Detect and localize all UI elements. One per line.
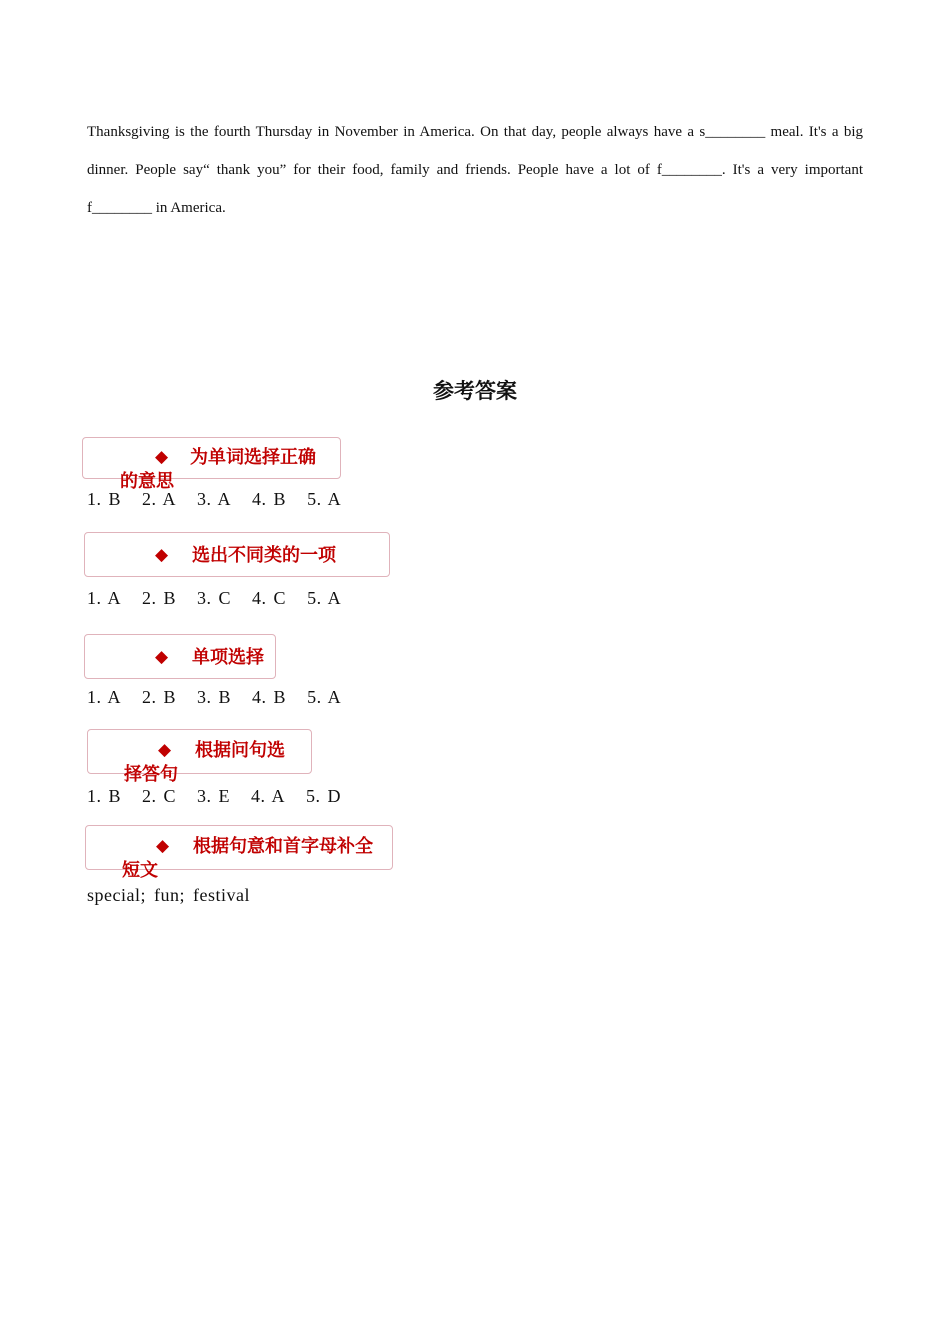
section-header-word-meaning: [82, 437, 341, 492]
section-label: 根据句意和首字母补全短文: [122, 836, 373, 881]
reading-passage: [87, 113, 863, 227]
answer-item: 4. C: [252, 588, 287, 608]
answer-item: 5. A: [307, 588, 342, 608]
section-header-single-choice: [84, 634, 276, 679]
answer-item: 5. A: [307, 489, 342, 509]
answer-row: [87, 588, 355, 609]
answer-item: 3. B: [197, 687, 232, 707]
answer-item: 3. E: [197, 786, 231, 806]
answer-item: 4. B: [252, 489, 287, 509]
answer-item: 3. A: [197, 489, 232, 509]
answer-text: special; fun; festival: [87, 885, 250, 905]
diamond-icon: ◆: [158, 740, 172, 760]
answer-item: 1. B: [87, 786, 122, 806]
answer-item: 1. A: [87, 588, 122, 608]
section-label: 为单词选择正确的意思: [120, 447, 316, 492]
answer-item: 2. B: [142, 687, 177, 707]
answer-key-title: 参考答案: [433, 379, 517, 403]
passage-text: Thanksgiving is the fourth Thursday in November in America. On that day, people always have a s________ meal. It's a big dinner. People say“ thank you” for their food, family and friends. People have a lot of f________. It's a very important f________ in America.: [87, 124, 863, 216]
diamond-icon: ◆: [155, 447, 169, 467]
answer-item: 3. C: [197, 588, 232, 608]
section-header-odd-one-out: [84, 532, 390, 577]
answer-item: 2. A: [142, 489, 177, 509]
diamond-icon: ◆: [155, 647, 169, 667]
answer-row: [87, 687, 355, 708]
answer-item: 5. D: [306, 786, 342, 806]
answer-item: 1. B: [87, 489, 122, 509]
answer-item: 1. A: [87, 687, 122, 707]
diamond-icon: ◆: [155, 545, 169, 565]
section-header-choose-answer: [87, 729, 312, 785]
answer-row: [87, 786, 355, 807]
answer-row: [87, 489, 355, 510]
section-header-complete-passage: [85, 825, 393, 881]
section-label: 选出不同类的一项: [192, 545, 336, 566]
section-label: 单项选择: [192, 647, 264, 668]
diamond-icon: ◆: [156, 836, 170, 856]
answer-item: 5. A: [307, 687, 342, 707]
section-label: 根据问句选择答句: [124, 740, 285, 785]
answer-item: 4. B: [252, 687, 287, 707]
answer-item: 2. B: [142, 588, 177, 608]
answer-item: 4. A: [251, 786, 286, 806]
answer-item: 2. C: [142, 786, 177, 806]
